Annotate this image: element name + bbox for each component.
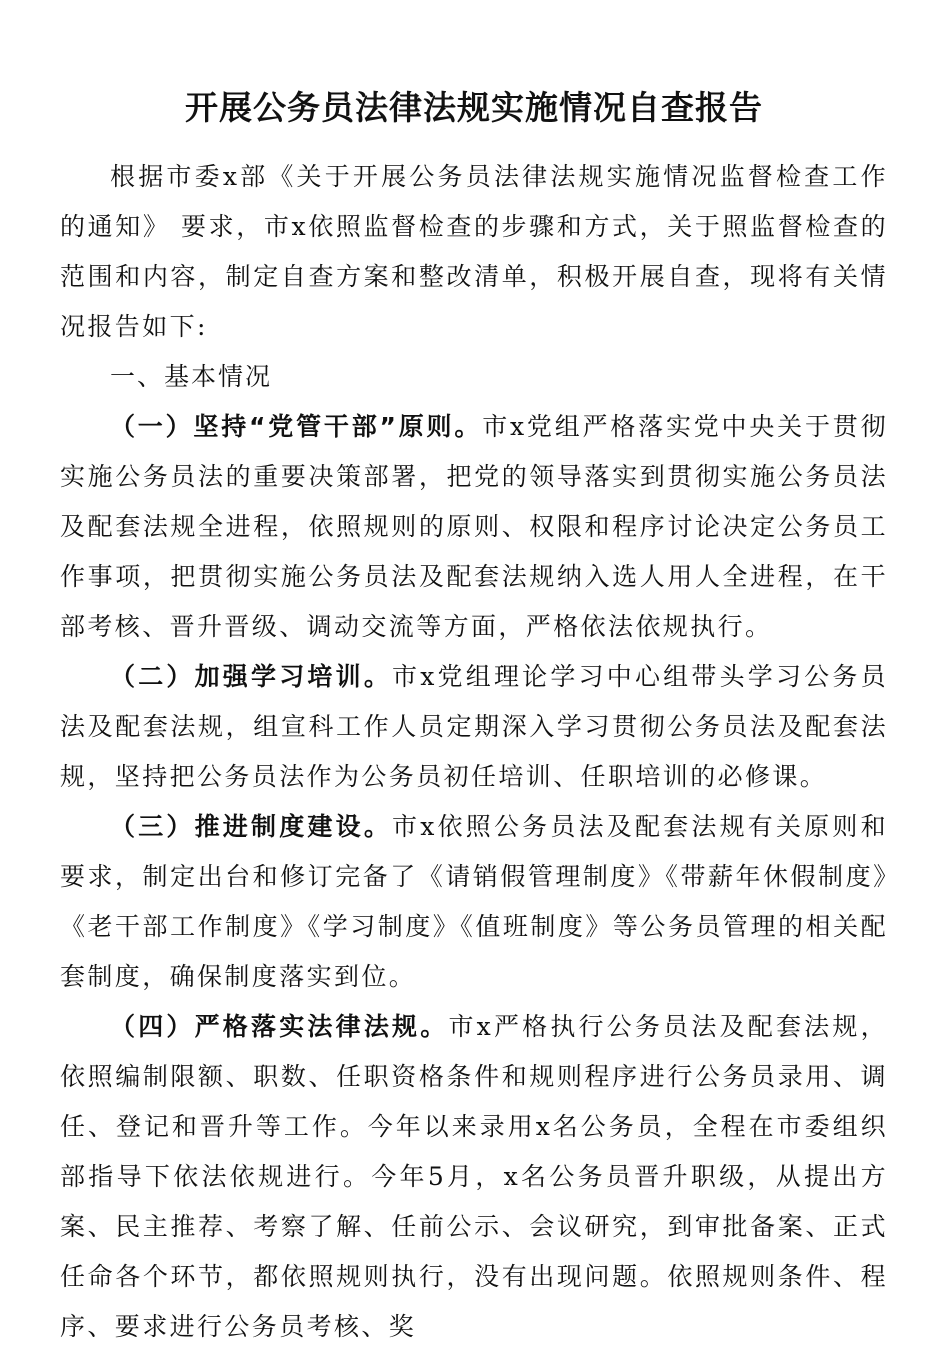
item-lead-4: （四）严格落实法律法规。 — [110, 1012, 449, 1041]
intro-paragraph: 根据市委x部《关于开展公务员法律法规实施情况监督检查工作的通知》 要求，市x依照监督检查的步骤和方式，关于照监督检查的范围和内容，制定自查方案和整改清单，积极开展自查，现将有关情况报告如下: — [60, 162, 888, 341]
item-body-2: 市x党组理论学习中心组带头学习公务员法及配套法规，组宣科工作人员定期深入学习贯彻公务员法及配套法规，坚持把公务员法作为公务员初任培训、任职培训的必修课。 — [60, 662, 888, 791]
item-lead-2: （二）加强学习培训。 — [110, 662, 393, 691]
item-body-1: 市x党组严格落实党中央关于贯彻实施公务员法的重要决策部署，把党的领导落实到贯彻实施公务员法及配套法规全进程，依照规则的原则、权限和程序讨论决定公务员工作事项，把贯彻实施公务员法及配套法规纳入选人用人全进程，在干部考核、晋升晋级、调动交流等方面，严格依法依规执行。 — [60, 412, 888, 641]
item-paragraph-4 — [60, 1002, 888, 1352]
document-title: 开展公务员法律法规实施情况自查报告 — [185, 88, 763, 127]
section-heading-basic: 一、基本情况 — [110, 362, 273, 391]
item-paragraph-2 — [60, 652, 888, 802]
item-paragraph-1 — [60, 402, 888, 652]
item-lead-3: （三）推进制度建设。 — [110, 812, 393, 841]
item-paragraph-3 — [60, 802, 888, 1002]
item-body-4: 市x严格执行公务员法及配套法规，依照编制限额、职数、任职资格条件和规则程序进行公务员录用、调任、登记和晋升等工作。今年以来录用x名公务员，全程在市委组织部指导下依法依规进行。今年5月，x名公务员晋升职级，从提出方案、民主推荐、考察了解、任前公示、会议研究，到审批备案、正式任命各个环节，都依照规则执行，没有出现问题。依照规则条件、程序、要求进行公务员考核、奖 — [60, 1012, 888, 1341]
item-body-3: 市x依照公务员法及配套法规有关原则和要求，制定出台和修订完备了《请销假管理制度》《带薪年休假制度》《老干部工作制度》《学习制度》《值班制度》等公务员管理的相关配套制度，确保制度落实到位。 — [60, 812, 888, 991]
item-lead-1: （一）坚持“党管干部”原则。 — [110, 412, 483, 441]
